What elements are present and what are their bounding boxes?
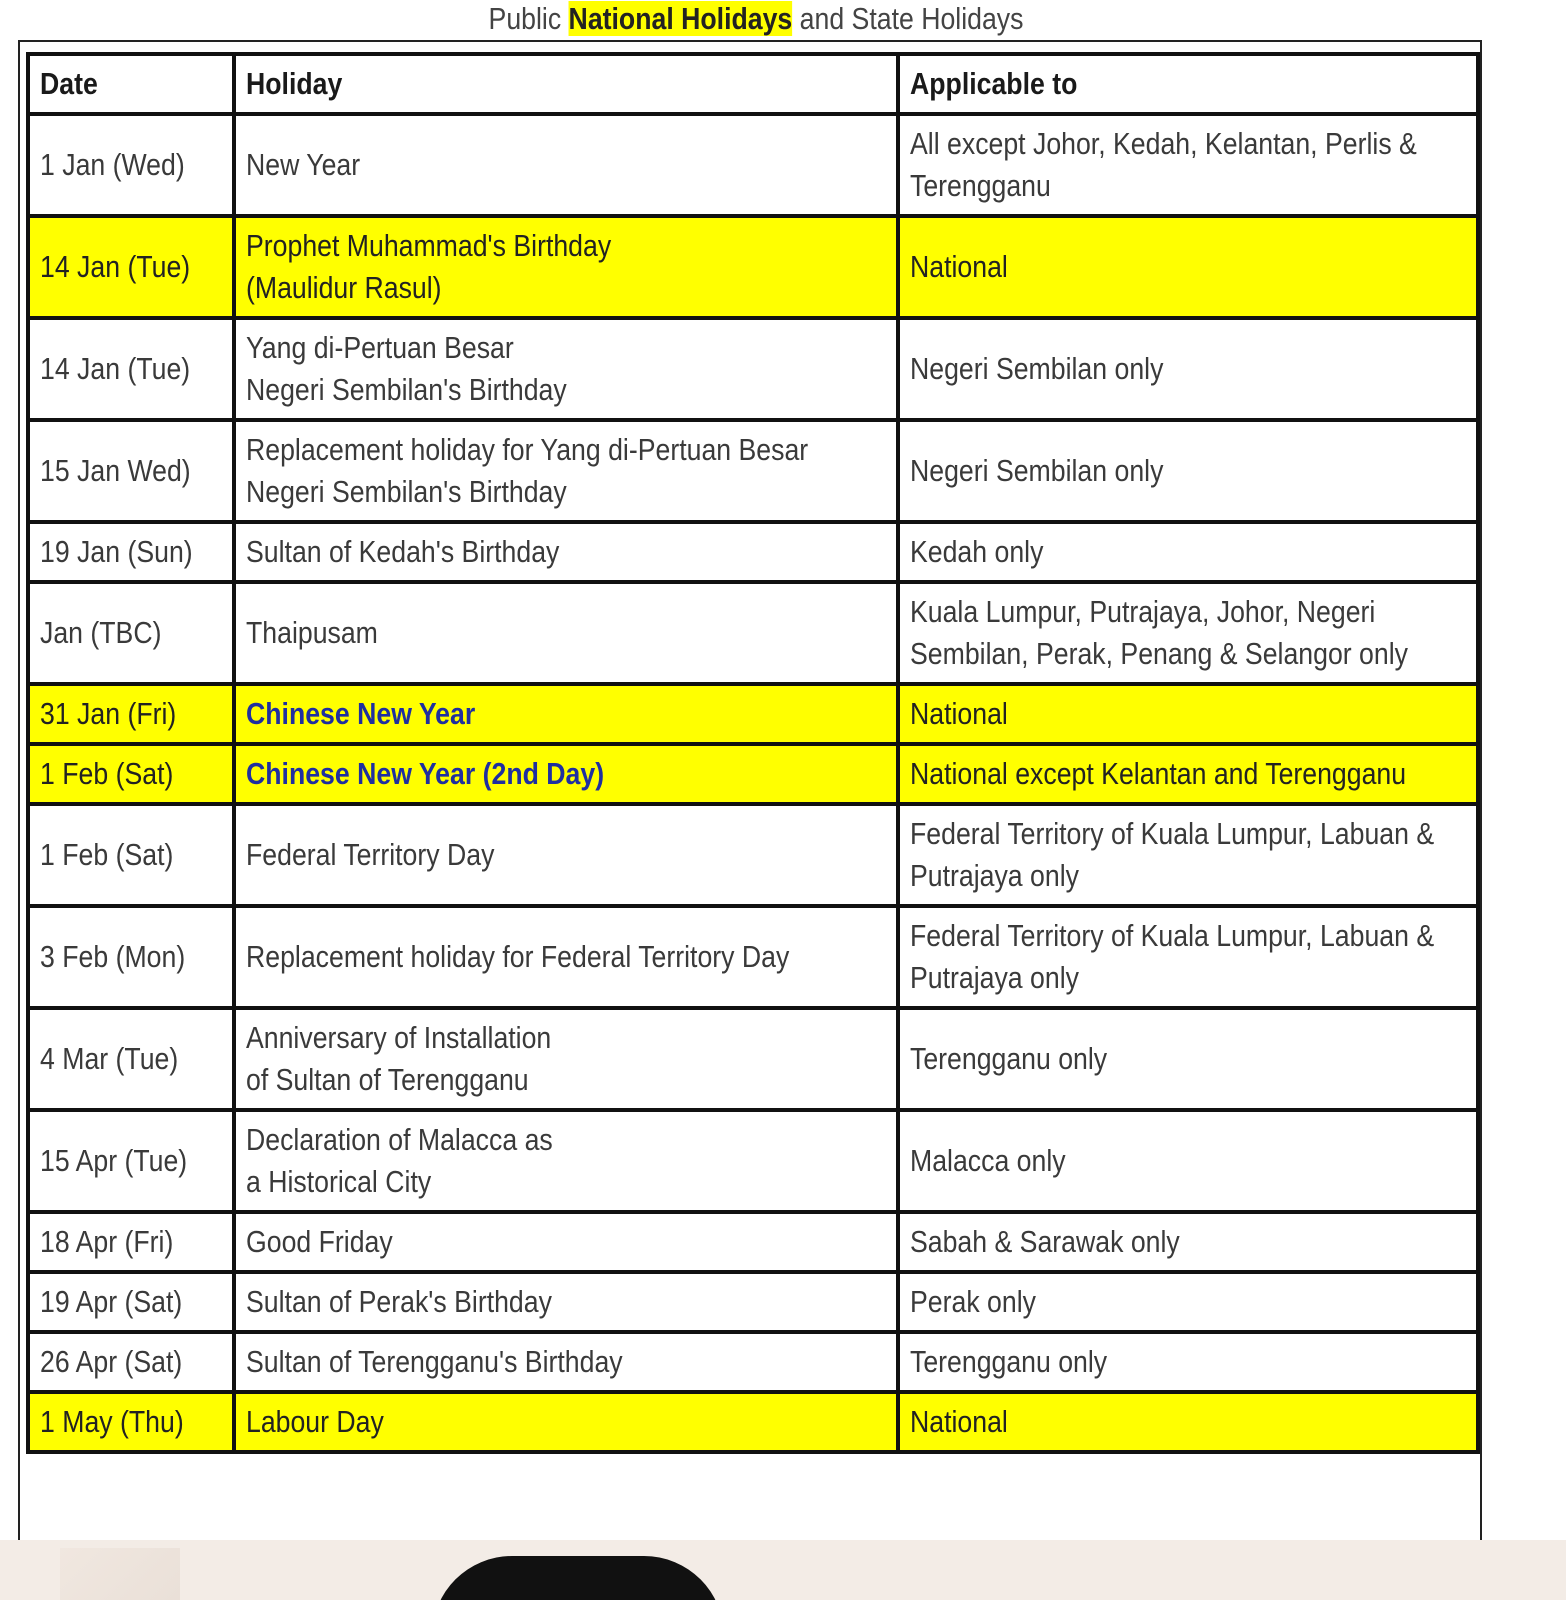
cell-date: 1 May (Thu) <box>28 1392 234 1452</box>
cell-holiday: Sultan of Perak's Birthday <box>234 1272 898 1332</box>
cell-date: 15 Apr (Tue) <box>28 1110 234 1212</box>
cell-holiday: Declaration of Malacca as a Historical City <box>234 1110 898 1212</box>
cell-applicable: Negeri Sembilan only <box>898 318 1478 420</box>
cell-holiday: Sultan of Kedah's Birthday <box>234 522 898 582</box>
cell-holiday: Anniversary of Installation of Sultan of Terengganu <box>234 1008 898 1110</box>
cell-date: 1 Feb (Sat) <box>28 804 234 906</box>
table-row <box>28 318 1478 420</box>
cell-applicable: Kedah only <box>898 522 1478 582</box>
footer-decoration <box>60 1548 180 1600</box>
table-row <box>28 114 1478 216</box>
table-frame <box>18 40 1482 1600</box>
cell-applicable: National <box>898 216 1478 318</box>
caption-prefix: Public <box>488 1 569 36</box>
footer-banner <box>0 1540 1566 1600</box>
table-caption <box>106 0 1406 40</box>
table-row <box>28 1212 1478 1272</box>
cell-applicable: National <box>898 1392 1478 1452</box>
cell-holiday: Yang di-Pertuan Besar Negeri Sembilan's Birthday <box>234 318 898 420</box>
cell-applicable: Kuala Lumpur, Putrajaya, Johor, Negeri Sembilan, Perak, Penang & Selangor only <box>898 582 1478 684</box>
cell-date: 14 Jan (Tue) <box>28 216 234 318</box>
cell-date: 1 Jan (Wed) <box>28 114 234 216</box>
table-row <box>28 684 1478 744</box>
table-row <box>28 216 1478 318</box>
cell-holiday: Thaipusam <box>234 582 898 684</box>
caption-suffix: and State Holidays <box>792 1 1024 36</box>
cell-holiday: Replacement holiday for Yang di-Pertuan Besar Negeri Sembilan's Birthday <box>234 420 898 522</box>
cell-holiday: Good Friday <box>234 1212 898 1272</box>
cell-date: 18 Apr (Fri) <box>28 1212 234 1272</box>
cell-applicable: Terengganu only <box>898 1332 1478 1392</box>
holiday-table <box>26 52 1480 1454</box>
cell-holiday: Federal Territory Day <box>234 804 898 906</box>
cell-date: 4 Mar (Tue) <box>28 1008 234 1110</box>
table-row <box>28 1008 1478 1110</box>
cell-applicable: Federal Territory of Kuala Lumpur, Labuan & Putrajaya only <box>898 804 1478 906</box>
cell-applicable: National <box>898 684 1478 744</box>
table-row <box>28 1110 1478 1212</box>
table-row <box>28 804 1478 906</box>
cell-applicable: Negeri Sembilan only <box>898 420 1478 522</box>
header-applicable: Applicable to <box>898 54 1478 114</box>
cell-date: 19 Jan (Sun) <box>28 522 234 582</box>
cell-date: 31 Jan (Fri) <box>28 684 234 744</box>
table-row <box>28 420 1478 522</box>
caption-highlight: National Holidays <box>568 1 793 36</box>
header-holiday: Holiday <box>234 54 898 114</box>
table-row <box>28 1332 1478 1392</box>
cell-applicable: Malacca only <box>898 1110 1478 1212</box>
cell-applicable: Perak only <box>898 1272 1478 1332</box>
cell-applicable: Sabah & Sarawak only <box>898 1212 1478 1272</box>
table-row <box>28 744 1478 804</box>
table-row <box>28 906 1478 1008</box>
cell-holiday: New Year <box>234 114 898 216</box>
cell-date: 15 Jan Wed) <box>28 420 234 522</box>
header-date: Date <box>28 54 234 114</box>
cell-applicable: National except Kelantan and Terengganu <box>898 744 1478 804</box>
cell-holiday: Sultan of Terengganu's Birthday <box>234 1332 898 1392</box>
cell-holiday: Replacement holiday for Federal Territory Day <box>234 906 898 1008</box>
cell-date: 19 Apr (Sat) <box>28 1272 234 1332</box>
cell-holiday: Chinese New Year <box>234 684 898 744</box>
cell-date: Jan (TBC) <box>28 582 234 684</box>
cell-date: 3 Feb (Mon) <box>28 906 234 1008</box>
cell-date: 14 Jan (Tue) <box>28 318 234 420</box>
cell-applicable: Terengganu only <box>898 1008 1478 1110</box>
table-row <box>28 582 1478 684</box>
cell-date: 26 Apr (Sat) <box>28 1332 234 1392</box>
cell-holiday: Chinese New Year (2nd Day) <box>234 744 898 804</box>
cell-applicable: All except Johor, Kedah, Kelantan, Perlis & Terengganu <box>898 114 1478 216</box>
table-row <box>28 1272 1478 1332</box>
cell-date: 1 Feb (Sat) <box>28 744 234 804</box>
cell-holiday: Labour Day <box>234 1392 898 1452</box>
table-row <box>28 522 1478 582</box>
table-header-row <box>28 54 1478 114</box>
cell-applicable: Federal Territory of Kuala Lumpur, Labuan & Putrajaya only <box>898 906 1478 1008</box>
table-row <box>28 1392 1478 1452</box>
cell-holiday: Prophet Muhammad's Birthday (Maulidur Rasul) <box>234 216 898 318</box>
